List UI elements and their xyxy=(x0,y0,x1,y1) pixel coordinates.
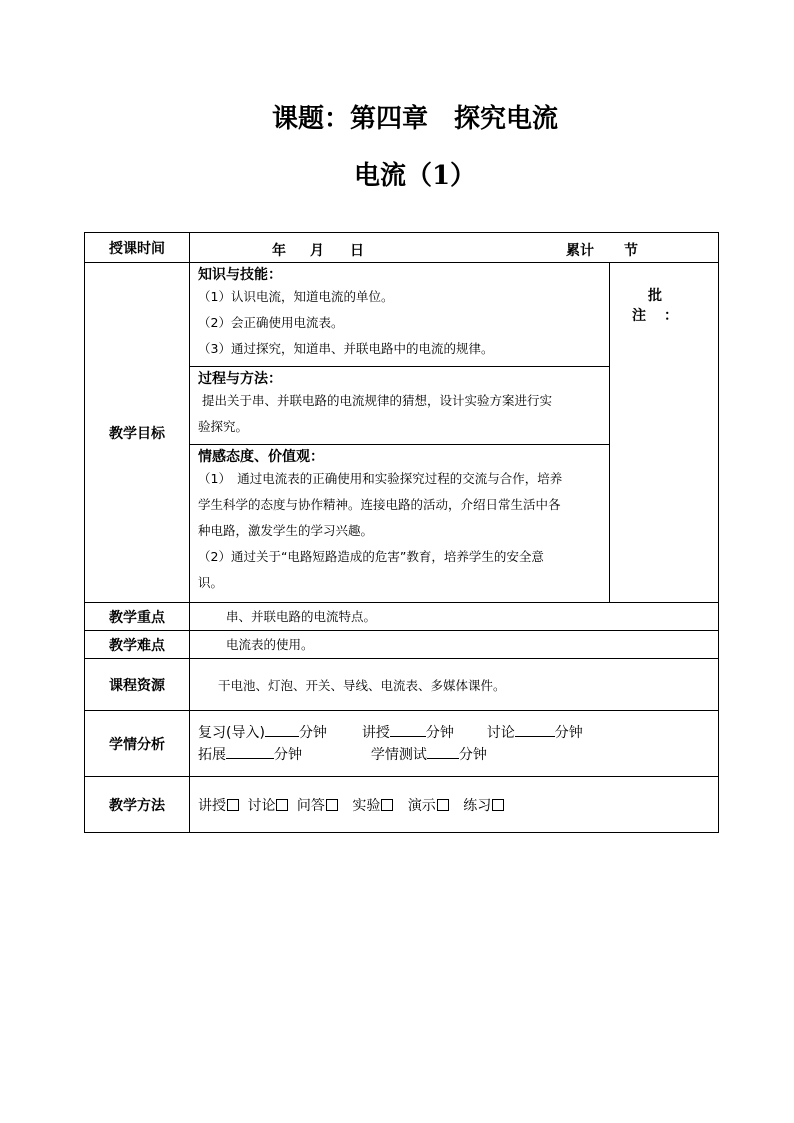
row-resources xyxy=(85,659,719,711)
method-qa: 问答 xyxy=(296,797,325,814)
analysis-expand: 拓展 xyxy=(198,746,226,763)
emotion-line: 学生科学的态度与协作精神。连接电路的活动，介绍日常生活中各 xyxy=(198,497,561,512)
method-discuss: 讨论 xyxy=(247,797,276,814)
analysis-unit: 分钟 xyxy=(425,724,454,741)
test-blank[interactable] xyxy=(427,746,459,759)
knowledge-heading: 知识与技能： xyxy=(198,267,282,283)
analysis-unit: 分钟 xyxy=(274,746,302,763)
objective-knowledge xyxy=(190,263,610,367)
label-objectives: 教学目标 xyxy=(85,263,190,603)
emotion-heading: 情感态度、价值观： xyxy=(198,449,324,465)
time-year: 年 xyxy=(272,243,286,259)
process-line: 验探究。 xyxy=(198,419,249,434)
objective-emotion xyxy=(190,445,610,603)
label-key-points: 教学重点 xyxy=(85,603,190,631)
row-methods xyxy=(85,777,719,833)
analysis-unit: 分钟 xyxy=(298,724,327,741)
lecture-blank[interactable] xyxy=(390,724,426,737)
label-resources: 课程资源 xyxy=(85,659,190,711)
analysis-line-1 xyxy=(198,722,718,744)
row-difficulties xyxy=(85,631,719,659)
time-month: 月 xyxy=(310,243,324,259)
objective-process xyxy=(190,367,610,445)
analysis-cell xyxy=(190,711,719,777)
time-total: 累计 xyxy=(566,243,594,259)
knowledge-line: （1）认识电流，知道电流的单位。 xyxy=(198,289,394,304)
analysis-review: 复习(导入) xyxy=(198,724,265,741)
label-difficulties: 教学难点 xyxy=(85,631,190,659)
method-demo: 演示 xyxy=(407,797,436,814)
knowledge-line: （3）通过探究，知道串、并联电路中的电流的规律。 xyxy=(198,341,494,356)
row-objectives-knowledge xyxy=(85,263,719,367)
discuss-blank[interactable] xyxy=(515,724,555,737)
time-day: 日 xyxy=(350,243,364,259)
knowledge-line: （2）会正确使用电流表。 xyxy=(198,315,344,330)
method-experiment: 实验 xyxy=(352,797,381,814)
row-analysis xyxy=(85,711,719,777)
emotion-line: 识。 xyxy=(198,575,224,590)
emotion-line: （2）通过关于“电路短路造成的危害”教育，培养学生的安全意 xyxy=(198,549,544,564)
analysis-test: 学情测试 xyxy=(370,746,427,763)
label-analysis: 学情分析 xyxy=(85,711,190,777)
lesson-subtitle: 电流（1） xyxy=(353,161,477,191)
emotion-line: 种电路，激发学生的学习兴趣。 xyxy=(198,523,374,538)
method-practice-checkbox[interactable] xyxy=(492,799,504,811)
time-cell xyxy=(190,233,719,263)
analysis-lecture: 讲授 xyxy=(361,724,390,741)
row-key-points xyxy=(85,603,719,631)
expand-blank[interactable] xyxy=(226,746,274,759)
analysis-discuss: 讨论 xyxy=(486,724,515,741)
method-lecture-checkbox[interactable] xyxy=(227,799,239,811)
analysis-line-2 xyxy=(198,744,718,766)
methods-cell xyxy=(190,777,719,833)
method-demo-checkbox[interactable] xyxy=(437,799,449,811)
review-blank[interactable] xyxy=(265,724,299,737)
resources-text: 干电池、灯泡、开关、导线、电流表、多媒体课件。 xyxy=(190,659,719,711)
method-qa-checkbox[interactable] xyxy=(326,799,338,811)
process-line: 提出关于串、并联电路的电流规律的猜想，设计实验方案进行实 xyxy=(202,393,553,408)
method-experiment-checkbox[interactable] xyxy=(381,799,393,811)
label-time: 授课时间 xyxy=(85,233,190,263)
process-heading: 过程与方法： xyxy=(198,371,282,387)
time-section: 节 xyxy=(624,243,638,259)
difficulties-text: 电流表的使用。 xyxy=(190,631,719,659)
analysis-unit: 分钟 xyxy=(554,724,583,741)
label-methods: 教学方法 xyxy=(85,777,190,833)
emotion-line: （1） 通过电流表的正确使用和实验探究过程的交流与合作，培养 xyxy=(198,471,563,486)
note-label: 批 注： xyxy=(632,288,712,324)
lesson-plan-table xyxy=(84,232,719,833)
note-cell xyxy=(610,263,719,603)
row-time xyxy=(85,233,719,263)
lesson-title: 课题：第四章 探究电流 xyxy=(271,104,558,134)
method-lecture: 讲授 xyxy=(198,797,226,814)
method-discuss-checkbox[interactable] xyxy=(276,799,288,811)
key-points-text: 串、并联电路的电流特点。 xyxy=(190,603,719,631)
analysis-unit: 分钟 xyxy=(458,746,487,763)
method-practice: 练习 xyxy=(463,797,492,814)
